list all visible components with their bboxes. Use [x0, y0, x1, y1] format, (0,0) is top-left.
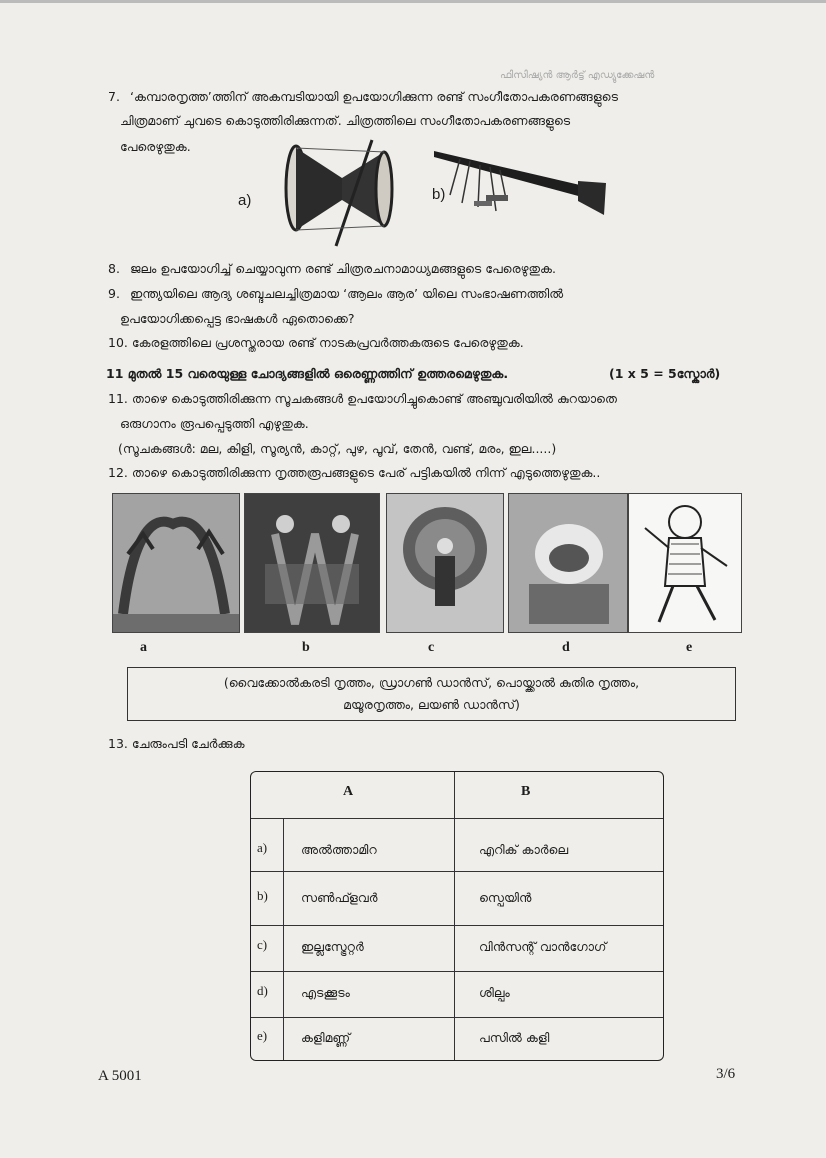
q8-number: 8.: [108, 261, 120, 276]
match-header-divider: [251, 818, 663, 819]
q7-text-1: ‘കമ്പാരനൃത്ത’ത്തിന് അകമ്പടിയായി ഉപയോഗിക്കുന്ന രണ്ട് സംഗീതോപകരണങ്ങളുടെ: [129, 89, 618, 104]
match-row-a: ഇല്ലസ്ട്രേറ്റർ: [301, 939, 364, 954]
q13-line: [108, 736, 245, 752]
q9-line2: ഉപയോഗിക്കപ്പെട്ട ഭാഷകൾ ഏതൊക്കെ?: [120, 311, 355, 326]
q7-line2: ചിത്രമാണ് ചുവടെ കൊടുത്തിരിക്കുന്നത്. ചിത്രത്തിലെ സംഗീതോപകരണങ്ങളുടെ: [120, 113, 571, 128]
q9-line1: [108, 286, 563, 302]
faint-header-text: ഫിസിഷ്യൻ ആർട്ട് എഡ്യുക്കേഷൻ: [500, 70, 655, 81]
drum-image: [280, 138, 400, 248]
q7-label-b: b): [432, 186, 446, 203]
q12-line: [108, 465, 600, 481]
photo-label-d: d: [562, 640, 570, 655]
q9-number: 9.: [108, 286, 120, 301]
match-row-a: എടക്കൂടം: [301, 985, 350, 1000]
match-col-b-header: B: [521, 784, 531, 799]
q7-line3: പേരെഴുതുക.: [120, 139, 191, 154]
dance-options-line2: മയൂരനൃത്തം, ലയൺ ഡാൻസ്): [343, 697, 520, 712]
scan-edge: [0, 0, 826, 3]
q11-line2: ഒരുഗാനം രൂപപ്പെടുത്തി എഴുതുക.: [120, 416, 309, 431]
photo-label-b: b: [302, 640, 310, 655]
q11-hints: (സൂചകങ്ങൾ: മല, കിളി, സൂര്യൻ, കാറ്റ്, പുഴ, പൂവ്, തേൻ, വണ്ട്, മരം, ഇല.....): [118, 441, 557, 456]
match-row-key: e): [257, 1028, 268, 1043]
dance-options-line1: (വൈക്കോൽകരടി നൃത്തം, ഡ്രാഗൺ ഡാൻസ്, പൊയ്ക്കാൽ കുതിര നൃത്തം,: [223, 675, 640, 690]
paper-code: A 5001: [98, 1068, 142, 1084]
q7-line1: [108, 89, 618, 105]
match-row-b: സ്പെയിൻ: [479, 890, 532, 905]
q10-number: 10.: [108, 335, 128, 350]
match-row-b: വിൻസന്റ് വാൻഗോഗ്: [479, 939, 607, 954]
q11-line1: [108, 391, 617, 407]
match-row-divider: [251, 925, 663, 926]
q8-text: ജലം ഉപയോഗിച്ച് ചെയ്യാവുന്ന രണ്ട് ചിത്രരചനാമാധ്യമങ്ങളുടെ പേരെഴുതുക.: [129, 261, 556, 276]
photo-label-e: e: [686, 640, 693, 655]
section-heading: 11 മുതൽ 15 വരെയുള്ള ചോദ്യങ്ങളിൽ ഒരെണ്ണത്തിന് ഉത്തരമെഴുതുക.: [106, 366, 509, 381]
match-row-a: സൺഫ്ളവർ: [301, 890, 378, 905]
q13-text: ചേരുംപടി ചേർക്കുക: [131, 736, 245, 751]
q12-number: 12.: [108, 465, 128, 480]
match-row-key: d): [257, 983, 268, 998]
q12-text: താഴെ കൊടുത്തിരിക്കുന്ന നൃത്തരൂപങ്ങളുടെ പേര് പട്ടികയിൽ നിന്ന് എടുത്തെഴുതുക..: [131, 465, 601, 480]
match-row-b: എറിക് കാർലെ: [479, 842, 569, 857]
q9-text-1: ഇന്ത്യയിലെ ആദ്യ ശബ്ദചലച്ചിത്രമായ ‘ആലം ആര’ യിലെ സംഭാഷണത്തിൽ: [129, 286, 564, 301]
photo-label-c: c: [428, 640, 435, 655]
q11-text-1: താഴെ കൊടുത്തിരിക്കുന്ന സൂചകങ്ങൾ ഉപയോഗിച്ചുകൊണ്ട് അഞ്ചുവരിയിൽ കുറയാതെ: [131, 391, 617, 406]
q10-line: [108, 335, 524, 351]
q11-number: 11.: [108, 391, 128, 406]
match-table: [250, 771, 664, 1061]
match-row-b: ശില്പം: [479, 985, 510, 1000]
match-row-divider: [251, 871, 663, 872]
horn-image: [430, 145, 608, 225]
photo-label-a: a: [140, 640, 147, 655]
match-row-key: a): [257, 840, 268, 855]
match-key-divider: [283, 818, 284, 1060]
q10-text: കേരളത്തിലെ പ്രശസ്തരായ രണ്ട് നാടകപ്രവർത്തകരുടെ പേരെഴുതുക.: [131, 335, 524, 350]
photo-peacock-dance: [386, 493, 504, 633]
photo-lion-dance: [508, 493, 628, 633]
match-row-a: അൽത്താമിറ: [301, 842, 377, 857]
match-row-key: b): [257, 888, 268, 903]
q8-line: [108, 261, 556, 277]
match-row-divider: [251, 1017, 663, 1018]
section-score: (1 x 5 = 5സ്കോർ): [609, 366, 721, 381]
match-col-a-header: A: [343, 784, 354, 799]
photo-dragon-dance: [112, 493, 240, 633]
match-row-a: കളിമണ്ണ്: [301, 1030, 351, 1045]
photo-straw-bear-dance: [244, 493, 380, 633]
match-row-divider: [251, 971, 663, 972]
match-row-key: c): [257, 937, 268, 952]
photo-illustration-bear: [628, 493, 742, 633]
match-row-b: പസിൽ കളി: [479, 1030, 550, 1045]
q7-label-a: a): [238, 192, 252, 209]
q7-number: 7.: [108, 89, 120, 104]
q13-number: 13.: [108, 736, 128, 751]
page-number: 3/6: [716, 1066, 736, 1082]
dance-options-box: [127, 667, 736, 721]
